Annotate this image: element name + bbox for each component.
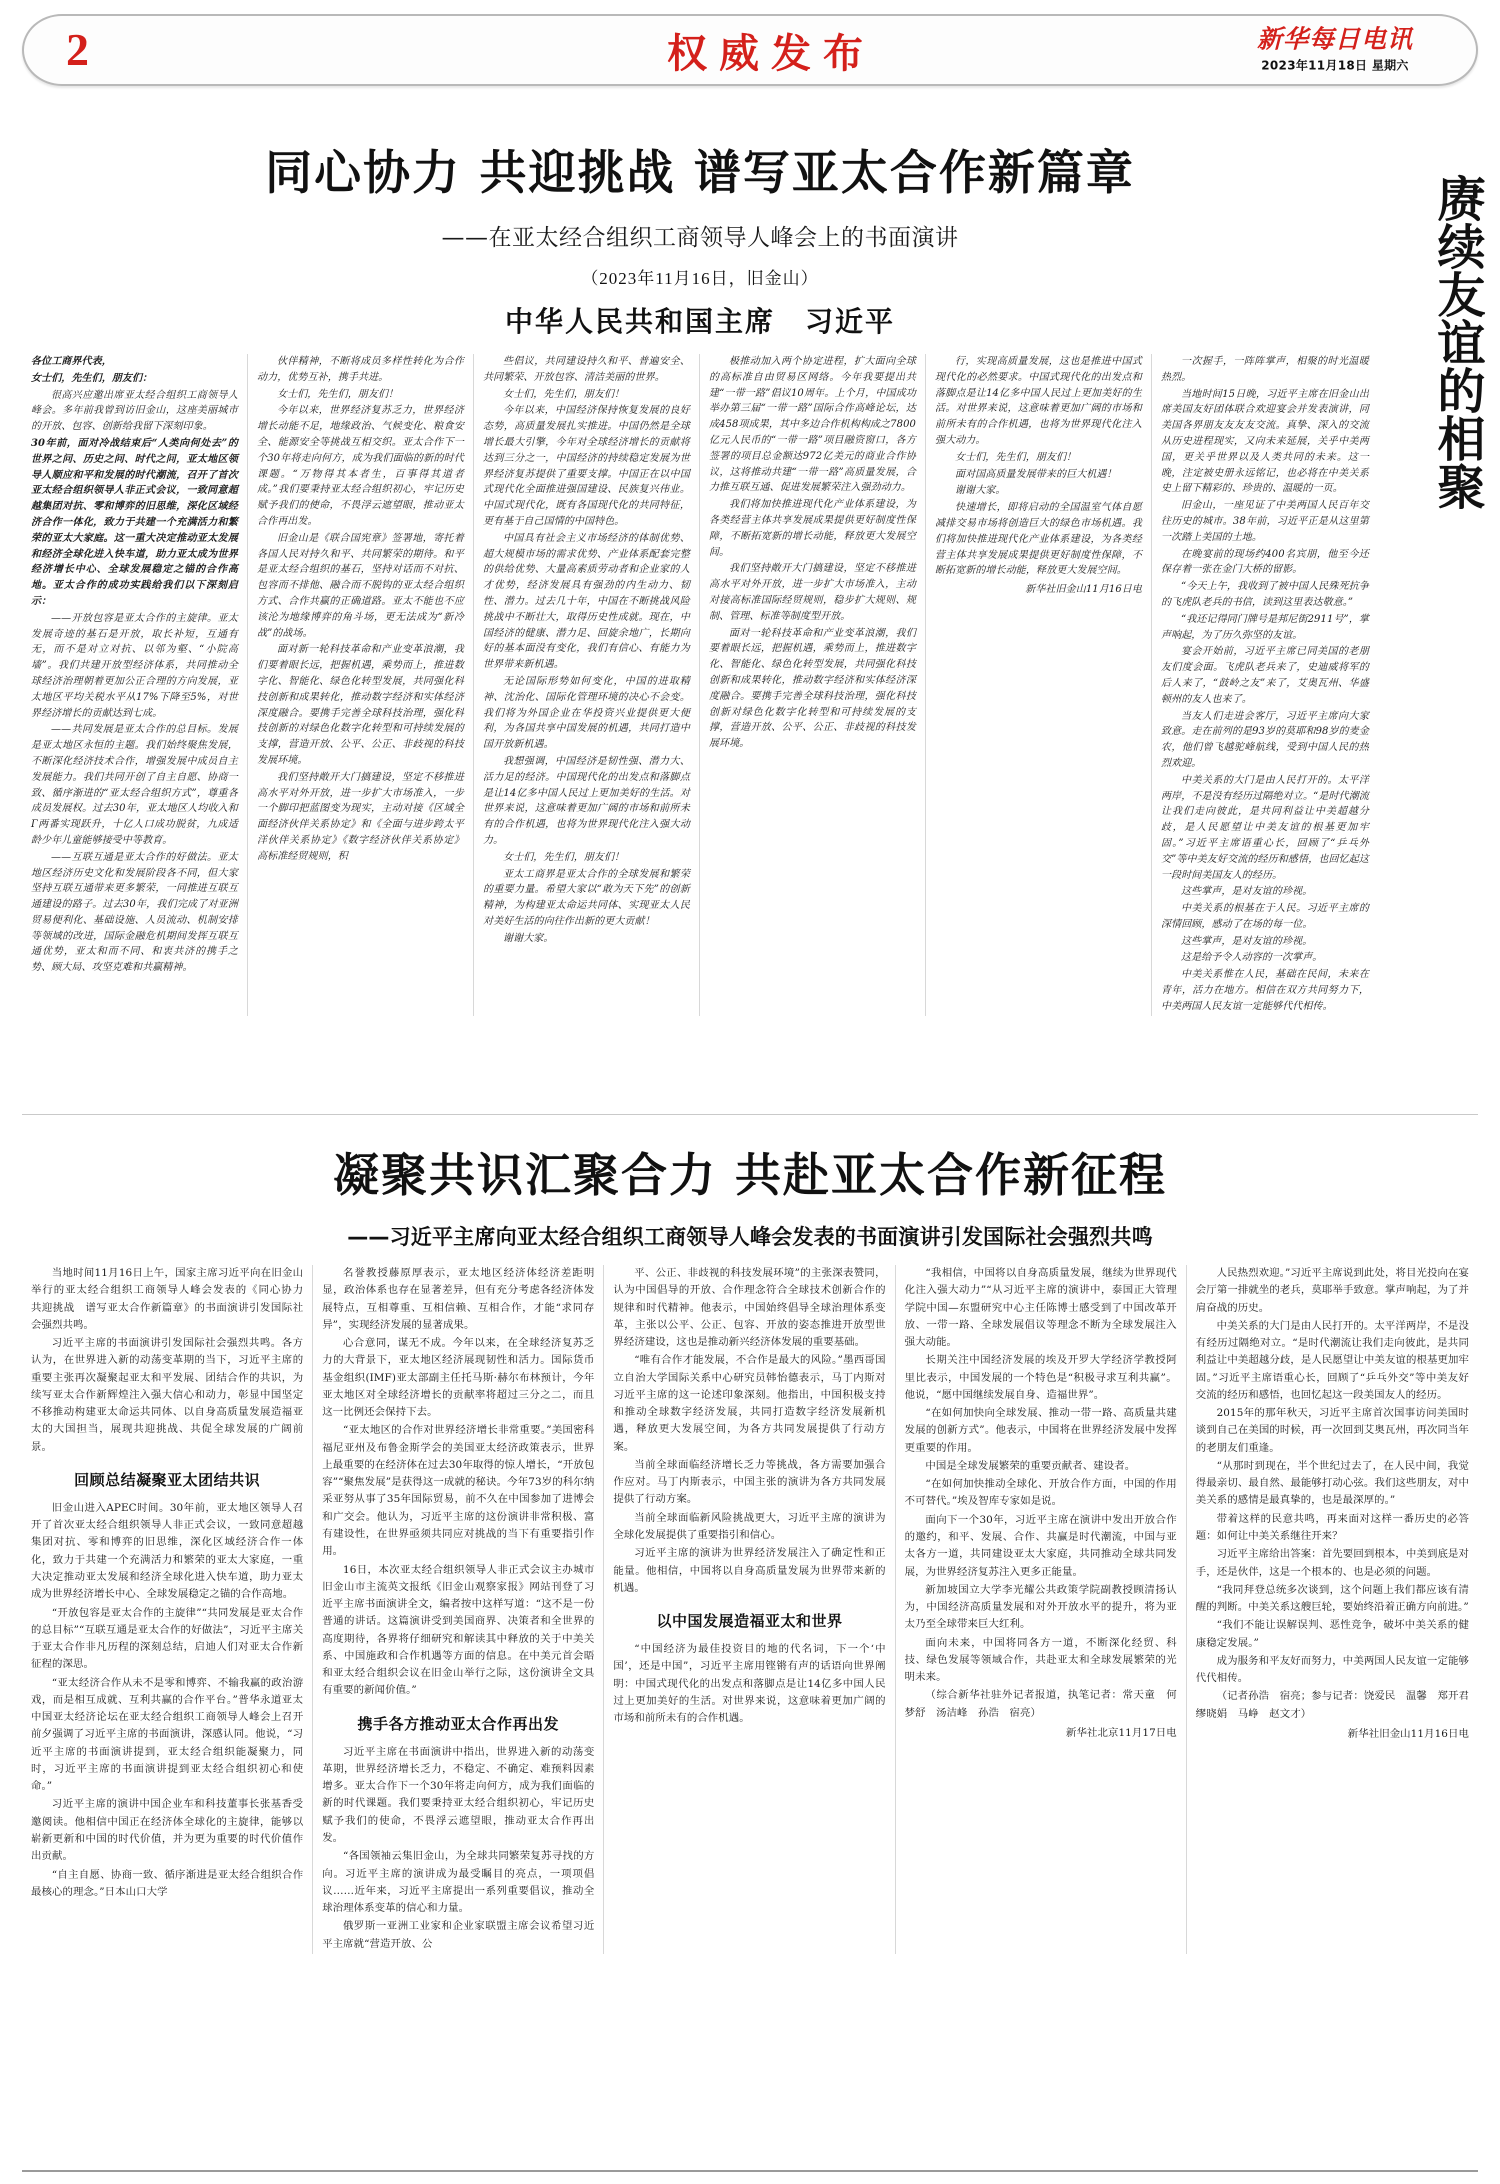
body-paragraph: 面对国高质量发展带来的巨大机遇！ (955, 468, 1117, 480)
body-paragraph: 很高兴应邀出席亚太经合组织工商领导人峰会。多年前我曾到访旧金山，这座美丽城市的开放、包容、创新给我留下深刻印象。 (31, 389, 238, 433)
body-paragraph: 谢谢大家。 (503, 932, 554, 944)
body-paragraph: 中美关系的大门是由人民打开的。太平洋两岸，不是没有经历过隔绝对立。“是时代潮流让我们走向彼此，是共同利益让中美超越分歧，是人民愿望让中美友谊的根基更加牢固。”习近平主席语重心长，回顾了“乒乓外交”等中美友好交流的经历和感悟，也回忆起这一段时间美国友人的经历。 (1161, 774, 1369, 881)
body-paragraph: 当前全球面临经济增长乏力等挑战，各方需要加强合作应对。马丁内斯表示，中国主张的演讲为各方共同发展提供了行动方案。 (613, 1458, 886, 1506)
body-paragraph: 2015年的那年秋天，习近平主席首次国事访问美国时谈到自己在美国的时候，再一次回到艾奥瓦州，再次同当年的老朋友们重逢。 (1195, 1407, 1469, 1454)
body-paragraph: “我相信，中国将以自身高质量发展，继续为世界现代化注入强大动力”“从习近平主席的演讲中，泰国正大管理学院中国—东盟研究中心主任陈博士感受到了中国改革开放、一带一路、全球发展倡议等理念不断为全球发展注入强大动能。 (904, 1267, 1177, 1349)
body-paragraph: 当前全球面临新风险挑战更大，习近平主席的演讲为全球化发展提供了重要指引和信心。 (613, 1511, 886, 1541)
article2-column-2 (313, 1265, 604, 1954)
article2-column-3 (604, 1265, 895, 1954)
body-paragraph: 平、公正、非歧视的科技发展环境”的主张深表赞同，认为中国倡导的开放、合作理念符合全球技术创新合作的规律和时代精神。他表示，中国始终倡导全球治理体系变革，主张以公平、公正、包容、开放的姿态推进开放型世界经济建设，这也是推动新兴经济体发展的重要基础。 (613, 1267, 886, 1349)
body-paragraph: 中国是全球发展繁荣的重要贡献者、建设者。 (925, 1459, 1136, 1472)
body-paragraph: 宴会开始前，习近平主席已同美国的老朋友们度会面。飞虎队老兵来了，史迪威将军的后人来了，“鼓岭之友”来了，艾奥瓦州、华盛顿州的友人也来了。 (1161, 646, 1369, 705)
body-paragraph: 30年前，面对冷战结束后“人类向何处去”的世界之问、历史之问、时代之问，亚太地区领导人顺应和平和发展的时代潮流，召开了首次亚太经合组织领导人非正式会议，一致同意超越集团对抗、零和博弈的旧思维，深化区域经济合作一体化，致力于共建一个充满活力和繁荣的亚太大家庭。这一重大决定推动亚太发展和经济全球化进入快车道，助力亚太成为世界经济增长中心、全球发展稳定之锚的合作高地。亚太合作的成功实践给我们以下深刻启示： (31, 437, 238, 607)
vertical-feature-headline: 赓续友谊的相聚 (1429, 174, 1485, 510)
body-paragraph: 极推动加入两个协定进程，扩大面向全球的高标准自由贸易区网络。今年我要提出共建“一带一路”倡议10周年。上个月，中国成功举办第三届“一带一路”国际合作高峰论坛，达成458项成果，其中多边合作机构构成之7800亿元人民币的“一带一路”项目融资窗口，各方签署的项目总金额达972亿美元的商业合作协议，这将推动共建“一带一路”高质量发展，合力推互联互通、促进发展繁荣注入强劲动力。 (709, 356, 916, 494)
page-number: 2 (66, 24, 89, 75)
body-paragraph: 旧金山，一座见证了中美两国人民百年交往历史的城市。38年前，习近平正是从这里第一次踏上美国的土地。 (1161, 500, 1369, 543)
body-paragraph: “我还记得同门牌号是邦尼街2911号”，掌声响起，为了历久弥坚的友谊。 (1161, 613, 1369, 641)
section-title: 权威发布 (667, 30, 875, 77)
article2-columns (22, 1265, 1478, 1954)
body-paragraph: 当地时间15日晚，习近平主席在旧金山出席美国友好团体联合欢迎宴会并发表演讲，同美国各界朋友友友友交流。真挚、深入的交流从历史进程现实，又向未来延展，关乎中美两国，更关乎世界以及人类共同的未来。这一晚，注定被史册永远铭记，也必将在中美关系史上留下精彩的、珍贵的、温暖的一页。 (1161, 388, 1369, 495)
body-paragraph: 这些掌声，是对友谊的珍视。 (1181, 886, 1313, 898)
body-paragraph: ——共同发展是亚太合作的总目标。发展是亚太地区永恒的主题。我们始终聚焦发展，不断深化经济技术合作，增强发展中成员自主发展能力。我们共同开创了自主自愿、协商一致、循序渐进的“亚太经合组织方式”，尊重各成员发展权。过去30年，亚太地区人均收入和Г两番实现跃升，十亿人口成功脱贫，九成适龄少年儿童能够接受中等教育。 (31, 724, 238, 846)
article1-column-5 (926, 354, 1152, 1016)
body-paragraph: “唯有合作才能发展，不合作是最大的风险。”墨西哥国立自治大学国际关系中心研究员韩怡德表示，马丁内斯对习近平主席的这一论述印象深刻。他指出，中国积极支持和推动全球数字经济发展，共同打造数字经济发展新机遇，释放更大发展空间，为各方共同发展提供了行动方案。 (613, 1354, 886, 1453)
body-paragraph: “中国经济为最佳投资目的地的代名词，下一个‘中国’，还是中国”，习近平主席用铿锵有声的话语向世界阐明：中国式现代化的出发点和落脚点是让14亿多中国人民过上更加美好的生活。对世界来说，这意味着更加广阔的市场和前所未有的合作机遇。 (613, 1643, 886, 1725)
brand-block (1220, 26, 1450, 73)
body-paragraph: “今天上午，我收到了被中国人民殊死抗争的飞虎队老兵的书信，读到这里表达敬意。” (1161, 581, 1369, 608)
body-paragraph: 中国具有社会主义市场经济的体制优势、超大规模市场的需求优势、产业体系配套完整的供给优势、大量高素质劳动者和企业家的人才优势，经济发展具有强劲的内生动力、韧性、潜力。过去几十年，中国在不断挑战风险挑战中不断壮大，取得历史性成就。现在，中国经济的健康、潜力足、回旋余地广，长期向好的基本面没有变化，我们有信心、有能力为世界带来新机遇。 (483, 532, 690, 671)
body-paragraph: 长期关注中国经济发展的埃及开罗大学经济学教授阿里比表示，中国发展的一个特色是“积极寻求互利共赢”。他说，“愿中国继续发展自身、造福世界”。 (904, 1354, 1177, 1401)
body-paragraph: 面对一轮科技革命和产业变革浪潮，我们要着眼长远，把握机遇，乘势而上，推进数字化、智能化、绿色化转型发展，共同强化科技创新和成果转化，推动数字经济和实体经济深度融合。要携手完善全球科技治理，强化科技创新对绿色化数字化转型和可持续发展的支撑，营造开放、公平、公正、非歧视的科技发展环境。 (709, 627, 916, 750)
body-paragraph: “各国领袖云集旧金山，为全球共同繁荣复苏寻找的方向。习近平主席的演讲成为最受瞩目的亮点，一项项倡议……近年来，习近平主席提出一系列重要倡议，推动全球治理体系变革的信心和力量。 (322, 1850, 595, 1915)
article2-headline: 凝聚共识汇聚合力 共赴亚太合作新征程 (332, 1148, 1167, 1202)
masthead (22, 14, 1478, 86)
section-divider (22, 1114, 1478, 1115)
body-paragraph: 当友人们走进会客厅，习近平主席向大家致意。走在前列的是93岁的莫耶和98岁的麦金农，他们曾飞越驼峰航线，受到中国人民的热烈欢迎。 (1161, 710, 1369, 769)
body-paragraph: 我们将加快推进现代化产业体系建设，为各类经营主体共享发展成果提供更好制度性保障，不断拓宽新的增长动能，释放更大发展空间。 (709, 499, 916, 558)
body-paragraph: 面向未来，中国将同各方一道，不断深化经贸、科技、绿色发展等领域合作，共赴亚太和全球发展繁荣的光明未来。 (904, 1636, 1177, 1684)
body-paragraph: 行，实现高质量发展，这也是推进中国式现代化的必然要求。中国式现代化的出发点和落脚点是让14亿多中国人民过上更加美好的生活。对世界来说，这意味着更加广阔的市场和前所未有的合作机遇，也将为世界现代化注入强大动力。 (935, 356, 1142, 446)
body-paragraph: 名誉教授藤原厚表示，亚太地区经济体经济差距明显，政治体系也存在显著差异，但有充分考虑各经济体发展特点，互相尊重、互相信赖、互相合作，才能“求同存异”，实现经济发展的显著成果。 (322, 1267, 595, 1331)
article1-dateline: （2023年11月16日，旧金山） (581, 269, 819, 288)
body-paragraph: 16日，本次亚太经合组织领导人非正式会议主办城市旧金山市主流英文报纸《旧金山观察家报》网站刊登了习近平主席书面演讲全文，编者按中这样写道：“这不是一份普通的讲话。这篇演讲受到美国商界、决策者和全世界的高度期待，各界将仔细研究和解读其中释放的关于中美关系、中国施政和合作机遇等方面的信息。在中美元首会晤和亚太经合组织会议在旧金山举行之际，这份演讲全文具有重要的新闻价值。” (322, 1563, 595, 1697)
article1-column-1 (22, 354, 248, 1016)
body-paragraph: 面向下一个30年，习近平主席在演讲中发出开放合作的邀约，和平、发展、合作、共赢是时代潮流，中国与亚太各方一道，共同建设亚太大家庭，共同推动全球共同发展，为世界经济复苏注入更多正能量。 (904, 1513, 1177, 1578)
body-paragraph: 带着这样的民意共鸣，再来面对这样一番历史的必答题：如何让中美关系继往开来？ (1195, 1512, 1469, 1542)
body-paragraph: ——开放包容是亚太合作的主旋律。亚太发展奇迹的基石是开放，取长补短，互通有无，而不是对立对抗、以邻为壑、“小院高墙”。我们共建开放型经济体系，共同推动全球经济治理朝着更加公正合理的方向发展，亚太地区平均关税水平从17%下降至5%，对世界经济增长的贡献达到七成。 (31, 612, 238, 719)
article2-subhead: ——习近平主席向亚太经合组织工商领导人峰会发表的书面演讲引发国际社会强烈共鸣 (347, 1225, 1153, 1249)
body-paragraph: 些倡议，共同建设持久和平、普遍安全、共同繁荣、开放包容、清洁美丽的世界。 (483, 356, 690, 383)
body-paragraph: 面对新一轮科技革命和产业变革浪潮，我们要着眼长远，把握机遇，乘势而上，推进数字化、智能化、绿色化转型发展，共同强化科技创新和成果转化，推动数字经济和实体经济深度融合。要携手完善全球科技治理，强化科技创新的对绿色化数字化转型和可持续发展的支撑，营造开放、公平、公正、非歧视的科技发展环境。 (257, 644, 464, 766)
body-paragraph: 伙伴精神，不断将成员多样性转化为合作动力，优势互补，携手共进。 (257, 356, 464, 383)
body-paragraph: 俄罗斯一亚洲工业家和企业家联盟主席会议希望习近平主席就“营造开放、公 (322, 1920, 595, 1950)
brand-name: 新华每日电讯 (1256, 24, 1413, 54)
article2-section-heading-2: 携手各方推动亚太合作再出发 (357, 1714, 560, 1733)
article2-credit: （记者孙浩 宿亮；参与记者：饶爱民 温馨 郑开君 缪晓娟 马峥 赵文才） (1195, 1690, 1480, 1720)
article1-column-6 (1152, 354, 1378, 1016)
body-paragraph: 习近平主席给出答案：首先要回到根本，中美到底是对手，还是伙伴，这是一个根本的、也是必须的问题。 (1195, 1548, 1469, 1578)
body-paragraph: 女士们，先生们，朋友们： (31, 372, 153, 384)
body-paragraph: “亚太地区的合作对世界经济增长非常重要。”美国密科福尼亚州及布鲁金斯学会的美国亚太经济政策表示，世界上最重要的在经济体在过去30年取得的惊人增长，“开放包容”“聚焦发展”是获得这一成就的秘诀。今年73岁的科尔纳采亚努从事了35年国际贸易，前不久在中国参加了进博会和广交会。他认为，习近平主席的这份演讲非常积极、富有建设性，在世界亟须共同应对挑战的当下有重要指引作用。 (322, 1424, 595, 1558)
article-speech (22, 114, 1378, 1016)
body-paragraph: 一次握手，一阵阵掌声，相聚的时光温暖热烈。 (1161, 356, 1369, 383)
article1-columns (22, 354, 1378, 1016)
article1-column-2 (248, 354, 474, 1016)
body-paragraph: “开放包容是亚太合作的主旋律”“共同发展是亚太合作的总目标”“互联互通是亚太合作的好做法”，习近平主席关于亚太合作非凡历程的深刻总结，启迪人们对亚太合作新征程的深思。 (31, 1606, 304, 1671)
body-paragraph: 习近平主席的书面演讲引发国际社会强烈共鸣。各方认为，在世界进入新的动荡变革期的当下，习近平主席的重要主张再次凝聚起亚太和平发展、团结合作的共识，为续写亚太合作新辉煌注入强大信心和动力，彰显中国坚定不移推动构建亚太命运共同体、以自身高质量发展造福亚太的大国担当，展现共迎挑战、共促全球发展的广阔前景。 (31, 1337, 304, 1453)
body-paragraph: 中美关系惟在人民，基础在民间，未来在青年，活力在地方。相信在双方共同努力下，中美两国人民友谊一定能够代代相传。 (1161, 969, 1369, 1012)
publication-date: 2023年11月18日 星期六 (1261, 58, 1409, 73)
body-paragraph: 旧金山进入APEC时间。30年前，亚太地区领导人召开了首次亚太经合组织领导人非正式会议，一致同意超越集团对抗、零和博弈的旧思维，深化区域经济合作一体化，致力于共建一个充满活力和繁荣的亚太大家庭，一重大决定推动亚太发展和经济全球化进入快车道，助力亚太成为世界经济增长中心、全球发展稳定之锚的合作高地。 (31, 1501, 304, 1601)
body-paragraph: “亚太经济合作从未不是零和博弈、不输我赢的政治游戏，而是相互成就、互利共赢的合作平台。”普华永道亚太中国亚太经济论坛在亚太经合组织工商领导人峰会上召开前夕强调了习近平主席的书面演讲，深感认同。他说，“习近平主席的书面演讲提到，亚太经合组织能凝聚力，同时，习近平主席的书面演讲提到亚太经合组织初心和使命。” (31, 1676, 304, 1793)
body-paragraph: 心合意同，谋无不成。今年以来，在全球经济复苏乏力的大背景下，亚太地区经济展现韧性和活力。国际货币基金组织(IMF)亚太部副主任托马斯·赫尔布林预计，今年亚太地区对全球经济增长的贡献率将超过三分之二，而且这一比例还会保持下去。 (322, 1337, 595, 1419)
body-paragraph: 人民热烈欢迎。”习近平主席说到此处，将目光投向在宴会厅第一排就坐的老兵，莫耶举手致意。掌声响起，为了并肩奋战的历史。 (1195, 1267, 1469, 1314)
article2-signoff: 新华社旧金山11月16日电 (1347, 1727, 1469, 1740)
body-paragraph: 在晚宴前的现场约400名宾朋，他至今还保存着一张在金门大桥的留影。 (1161, 548, 1369, 576)
body-paragraph: 新加坡国立大学李光耀公共政策学院副教授顾清扬认为，中国经济高质量发展和对外开放水平的提升，将为亚太乃至全球带来巨大红利。 (904, 1583, 1177, 1631)
body-paragraph: 习近平主席在书面演讲中指出，世界进入新的动荡变革期，世界经济增长乏力，不稳定、不确定、难预料因素增多。亚太合作下一个30年将走向何方，成为我们面临的新的时代课题。我们要秉持亚太经合组织初心，牢记历史赋予我们的使命，不畏浮云遮望眼，推动亚太合作再出发。 (322, 1745, 595, 1844)
body-paragraph: “在如何加快向全球发展、推动一带一路、高质量共建发展的创新方式”。他表示，中国将在世界经济发展中发挥更重要的作用。 (904, 1407, 1177, 1454)
body-paragraph: 这些掌声，是对友谊的珍视。 (1181, 935, 1313, 947)
page-bottom-rule (22, 2170, 1478, 2172)
body-paragraph: 当地时间11月16日上午，国家主席习近平向在旧金山举行的亚太经合组织工商领导人峰会发表的《同心协力 共迎挑战 谱写亚太合作新篇章》的书面演讲引发国际社会强烈共鸣。 (31, 1267, 314, 1331)
body-paragraph: “我们不能让误解误判、恶性竞争，破坏中美关系的健康稳定发展。” (1195, 1619, 1469, 1649)
body-paragraph: 女士们，先生们，朋友们！ (503, 388, 625, 400)
article2-section-heading-1: 回顾总结凝聚亚太团结共识 (74, 1470, 261, 1489)
body-paragraph: 我们坚持敞开大门搞建设，坚定不移推进高水平对外开放，进一步扩大市场准入，主动对接高标准国际经贸规则，稳步扩大规则、规制、管理、标准等制度型开放。 (709, 563, 916, 622)
article1-column-3 (474, 354, 700, 1016)
body-paragraph: 女士们，先生们，朋友们！ (955, 451, 1077, 463)
article2-credit: （综合新华社驻外记者报道，执笔记者：常天童 何梦舒 汤洁峰 孙浩 宿亮） (904, 1689, 1177, 1719)
body-paragraph: 我们坚持敞开大门搞建设，坚定不移推进高水平对外开放，进一步扩大市场准入，一步一个脚印把蓝图变为现实，主动对接《区域全面经济伙伴关系协定》和《全面与进步跨太平洋伙伴关系协定》《数字经济伙伴关系协定》高标准经贸规则，积 (257, 771, 464, 862)
body-paragraph: ——互联互通是亚太合作的好做法。亚太地区经济历史文化和发展阶段各不同，但大家坚持互联互通带来更多繁荣，一同推进互联互通建设的路子。过去30年，我们完成了对亚洲贸易便利化、基础设施、人员流动、机制安排等领域的改进，国际金融危机期间发挥互联互通优势，亚太和而不同、和衷共济的携手之势、顾大局、攻坚克难和共赢精神。 (31, 851, 238, 974)
body-paragraph: 无论国际形势如何变化，中国的进取精神、沈治化、国际化管理环境的决心不会变。我们将为外国企业在华投资兴业提供更大便利，为各国共享中国发展的机遇，共同打造中国开放新机遇。 (483, 675, 690, 751)
body-paragraph: 亚太工商界是亚太合作的全球发展和繁荣的重要力量。希望大家以“敢为天下先”的创新精神，为构建亚太命运共同体、实现亚太人民对美好生活的向往作出新的更大贡献！ (483, 868, 690, 927)
body-paragraph: “从那时到现在，半个世纪过去了，在人民中间，我觉得最亲切、最自然、最能够打动心弦。我们这些朋友，对中美关系的感情是最真挚的，也是最深厚的。” (1195, 1459, 1469, 1507)
body-paragraph: 这是给予令人动容的一次掌声。 (1181, 952, 1323, 964)
body-paragraph: 各位工商界代表， (31, 356, 112, 367)
body-paragraph: 今年以来，中国经济保持恢复发展的良好态势，高质量发展扎实推进。中国仍然是全球增长最大引擎，今年对全球经济增长的贡献将达到三分之一，中国经济的持续稳定发展为世界经济复苏提供了重要支撑。中国正在以中国式现代化全面推进强国建设、民族复兴伟业。中国式现代化，既有各国现代化的共同特征，更有基于自己国情的中国特色。 (483, 405, 690, 527)
body-paragraph: 成为服务和平友好而努力，中美两国人民友谊一定能够代代相传。 (1195, 1654, 1469, 1685)
article-reaction (22, 1139, 1478, 1954)
article1-column-4 (700, 354, 926, 1016)
body-paragraph: 习近平主席的演讲为世界经济发展注入了确定性和正能量。他相信，中国将以自身高质量发展为世界带来新的机遇。 (613, 1547, 886, 1594)
body-paragraph: “在如何加快推动全球化、开放合作方面，中国的作用不可替代。”埃及智库专家如是说。 (904, 1478, 1177, 1508)
body-paragraph: 女士们，先生们，朋友们！ (277, 388, 399, 400)
body-paragraph: 旧金山是《联合国宪章》签署地，寄托着各国人民对持久和平、共同繁荣的期待。和平是亚太经合组织的基石，坚持对话而不对抗、包容而不排他、融合而不脱钩的亚太经合组织方式、合作共赢的正确道路。亚太不能也不应该沦为地缘博弈的角斗场，更无法成为“新冷战”的战场。 (257, 532, 464, 639)
article2-section-heading-3: 以中国发展造福亚太和世界 (656, 1612, 843, 1631)
body-paragraph: 中美关系的大门是由人民打开的。太平洋两岸，不是没有经历过隔绝对立。“是时代潮流让我们走向彼此，是共同利益让中美超越分歧，是人民愿望让中美友谊的根基更加牢固。”习近平主席语重心长，回顾了“乒乓外交”等中美友好交流的经历和感悟，也回忆起这一段美国友人的经历。 (1195, 1319, 1469, 1401)
article2-column-4 (896, 1265, 1187, 1954)
article2-column-1 (22, 1265, 313, 1954)
body-paragraph: 今年以来，世界经济复苏乏力，世界经济增长动能不足，地缘政治、气候变化、粮食安全、能源安全等挑战互相交织。亚太合作下一个30年将走向何方，成为我们面临的新的时代课题。“万物得其本者生，百事得其道者成。”我们要秉持亚太经合组织初心，牢记历史赋予我们的使命，不畏浮云遮望眼，推动亚太合作再出发。 (257, 405, 464, 527)
article1-headline: 同心协力 共迎挑战 谱写亚太合作新篇章 (265, 146, 1135, 201)
body-paragraph: 我想强调，中国经济是韧性强、潜力大、活力足的经济。中国现代化的出发点和落脚点是让14亿多中国人民过上更加美好的生活。对世界来说，这意味着更加广阔的市场和前所未有的合作机遇，也将为世界现代化注入强大动力。 (483, 755, 690, 846)
body-paragraph: 习近平主席的演讲中国企业车和科技董事长张基香受邀阅读。他相信中国正在经济体全球化的主旋律，能够以崭新更新和中国的时代价值，并为更为重要的时代价值作出贡献。 (31, 1798, 304, 1863)
article1-subhead: ——在亚太经合组织工商领导人峰会上的书面演讲 (441, 225, 959, 251)
body-paragraph: 谢谢大家。 (955, 485, 1006, 497)
body-paragraph: “我同拜登总统多次谈到，这个问题上我们都应该有清醒的判断。中美关系这艘巨轮，要始终沿着正确方向前进。” (1195, 1583, 1469, 1614)
body-paragraph: 女士们，先生们，朋友们！ (503, 851, 625, 863)
article2-column-5 (1187, 1265, 1478, 1954)
body-paragraph: 快速增长，即将启动的全国温室气体自愿减排交易市场将创造巨大的绿色市场机遇。我们将加快推进现代化产业体系建设，为各类经营主体共享发展成果提供更好制度性保障，不断拓宽新的增长动能，释放更大发展空间。 (935, 502, 1142, 577)
article2-signoff: 新华社北京11月17日电 (1066, 1726, 1177, 1739)
article1-byline: 中华人民共和国主席 习近平 (504, 305, 895, 338)
body-paragraph: “自主自愿、协商一致、循序渐进是亚太经合组织合作最核心的理念。”日本山口大学 (31, 1868, 304, 1898)
body-paragraph: 中美关系的根基在于人民。习近平主席的深情回顾，感动了在场的每一位。 (1161, 903, 1369, 930)
article1-signoff: 新华社旧金山11月16日电 (1025, 584, 1142, 596)
